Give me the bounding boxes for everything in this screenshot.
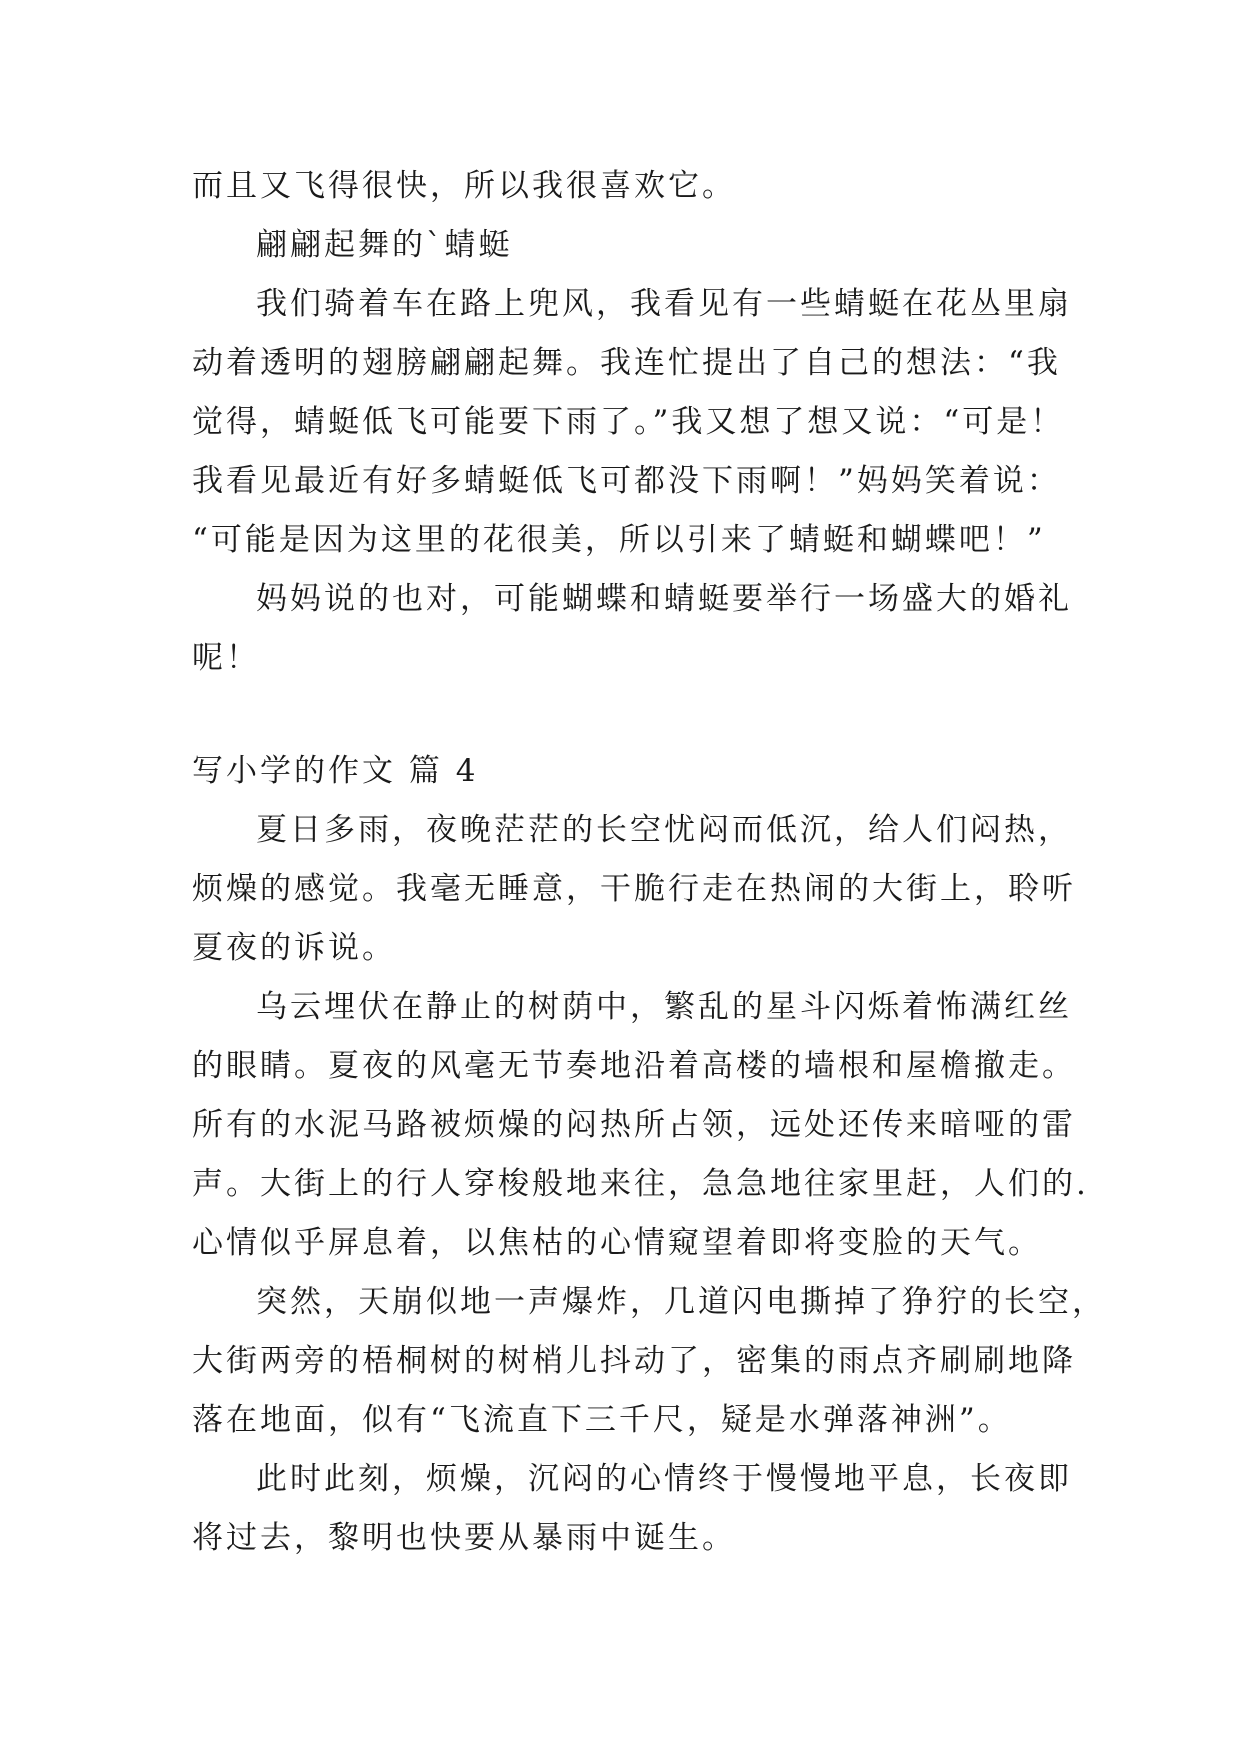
text-line: 心情似乎屏息着，以焦枯的心情窥望着即将变脸的天气。	[192, 1225, 1042, 1261]
text-line: 觉得，蜻蜓低飞可能要下雨了。”我又想了想又说：“可是！	[192, 404, 1065, 440]
text-line: 夏夜的诉说。	[192, 930, 396, 966]
text-line: 所有的水泥马路被烦燥的闷热所占领，远处还传来暗哑的雷	[192, 1107, 1076, 1143]
text-line: 烦燥的感觉。我毫无睡意，干脆行走在热闹的大街上，聆听	[192, 871, 1076, 907]
text-line: 我看见最近有好多蜻蜓低飞可都没下雨啊！”妈妈笑着说：	[192, 463, 1061, 499]
paragraph	[192, 801, 1076, 978]
text-line: 大街两旁的梧桐树的树梢儿抖动了，密集的雨点齐刷刷地降	[192, 1343, 1076, 1379]
text-line: 动着透明的翅膀翩翩起舞。我连忙提出了自己的想法：“我	[192, 345, 1061, 381]
text-line: 将过去，黎明也快要从暴雨中诞生。	[192, 1520, 736, 1556]
section-essay-4	[192, 742, 1106, 1568]
paragraph	[192, 1273, 1106, 1450]
section-heading: 写小学的作文 篇 4	[192, 753, 479, 789]
text-line: 夏日多雨，夜晚茫茫的长空忧闷而低沉，给人们闷热，	[256, 812, 1072, 848]
text-line: 呢！	[192, 640, 260, 676]
text-line: 而且又飞得很快，所以我很喜欢它。	[192, 168, 736, 204]
text-line: “可能是因为这里的花很美，所以引来了蜻蜓和蝴蝶吧！”	[192, 522, 1046, 558]
text-line: 我们骑着车在路上兜风，我看见有一些蜻蜓在花丛里扇	[256, 286, 1072, 322]
text-line: 妈妈说的也对，可能蝴蝶和蜻蜓要举行一场盛大的婚礼	[256, 581, 1072, 617]
section-subtitle: 翩翩起舞的`蜻蜓	[256, 227, 513, 263]
text-line: 声。大街上的行人穿梭般地来往，急急地往家里赶，人们的.	[192, 1166, 1089, 1202]
paragraph	[192, 275, 1072, 570]
text-line: 乌云埋伏在静止的树荫中，繁乱的星斗闪烁着怖满红丝	[256, 989, 1072, 1025]
text-line: 突然，天崩似地一声爆炸，几道闪电撕掉了狰狞的长空，	[256, 1284, 1106, 1320]
text-line: 落在地面，似有“飞流直下三千尺，疑是水弹落神洲”。	[192, 1402, 1012, 1438]
text-line: 的眼睛。夏夜的风毫无节奏地沿着高楼的墙根和屋檐撤走。	[192, 1048, 1076, 1084]
text-line: 此时此刻，烦燥，沉闷的心情终于慢慢地平息，长夜即	[256, 1461, 1072, 1497]
paragraph	[192, 978, 1089, 1273]
paragraph	[192, 1450, 1072, 1568]
section-dragonfly	[192, 157, 1072, 688]
paragraph	[192, 570, 1072, 688]
